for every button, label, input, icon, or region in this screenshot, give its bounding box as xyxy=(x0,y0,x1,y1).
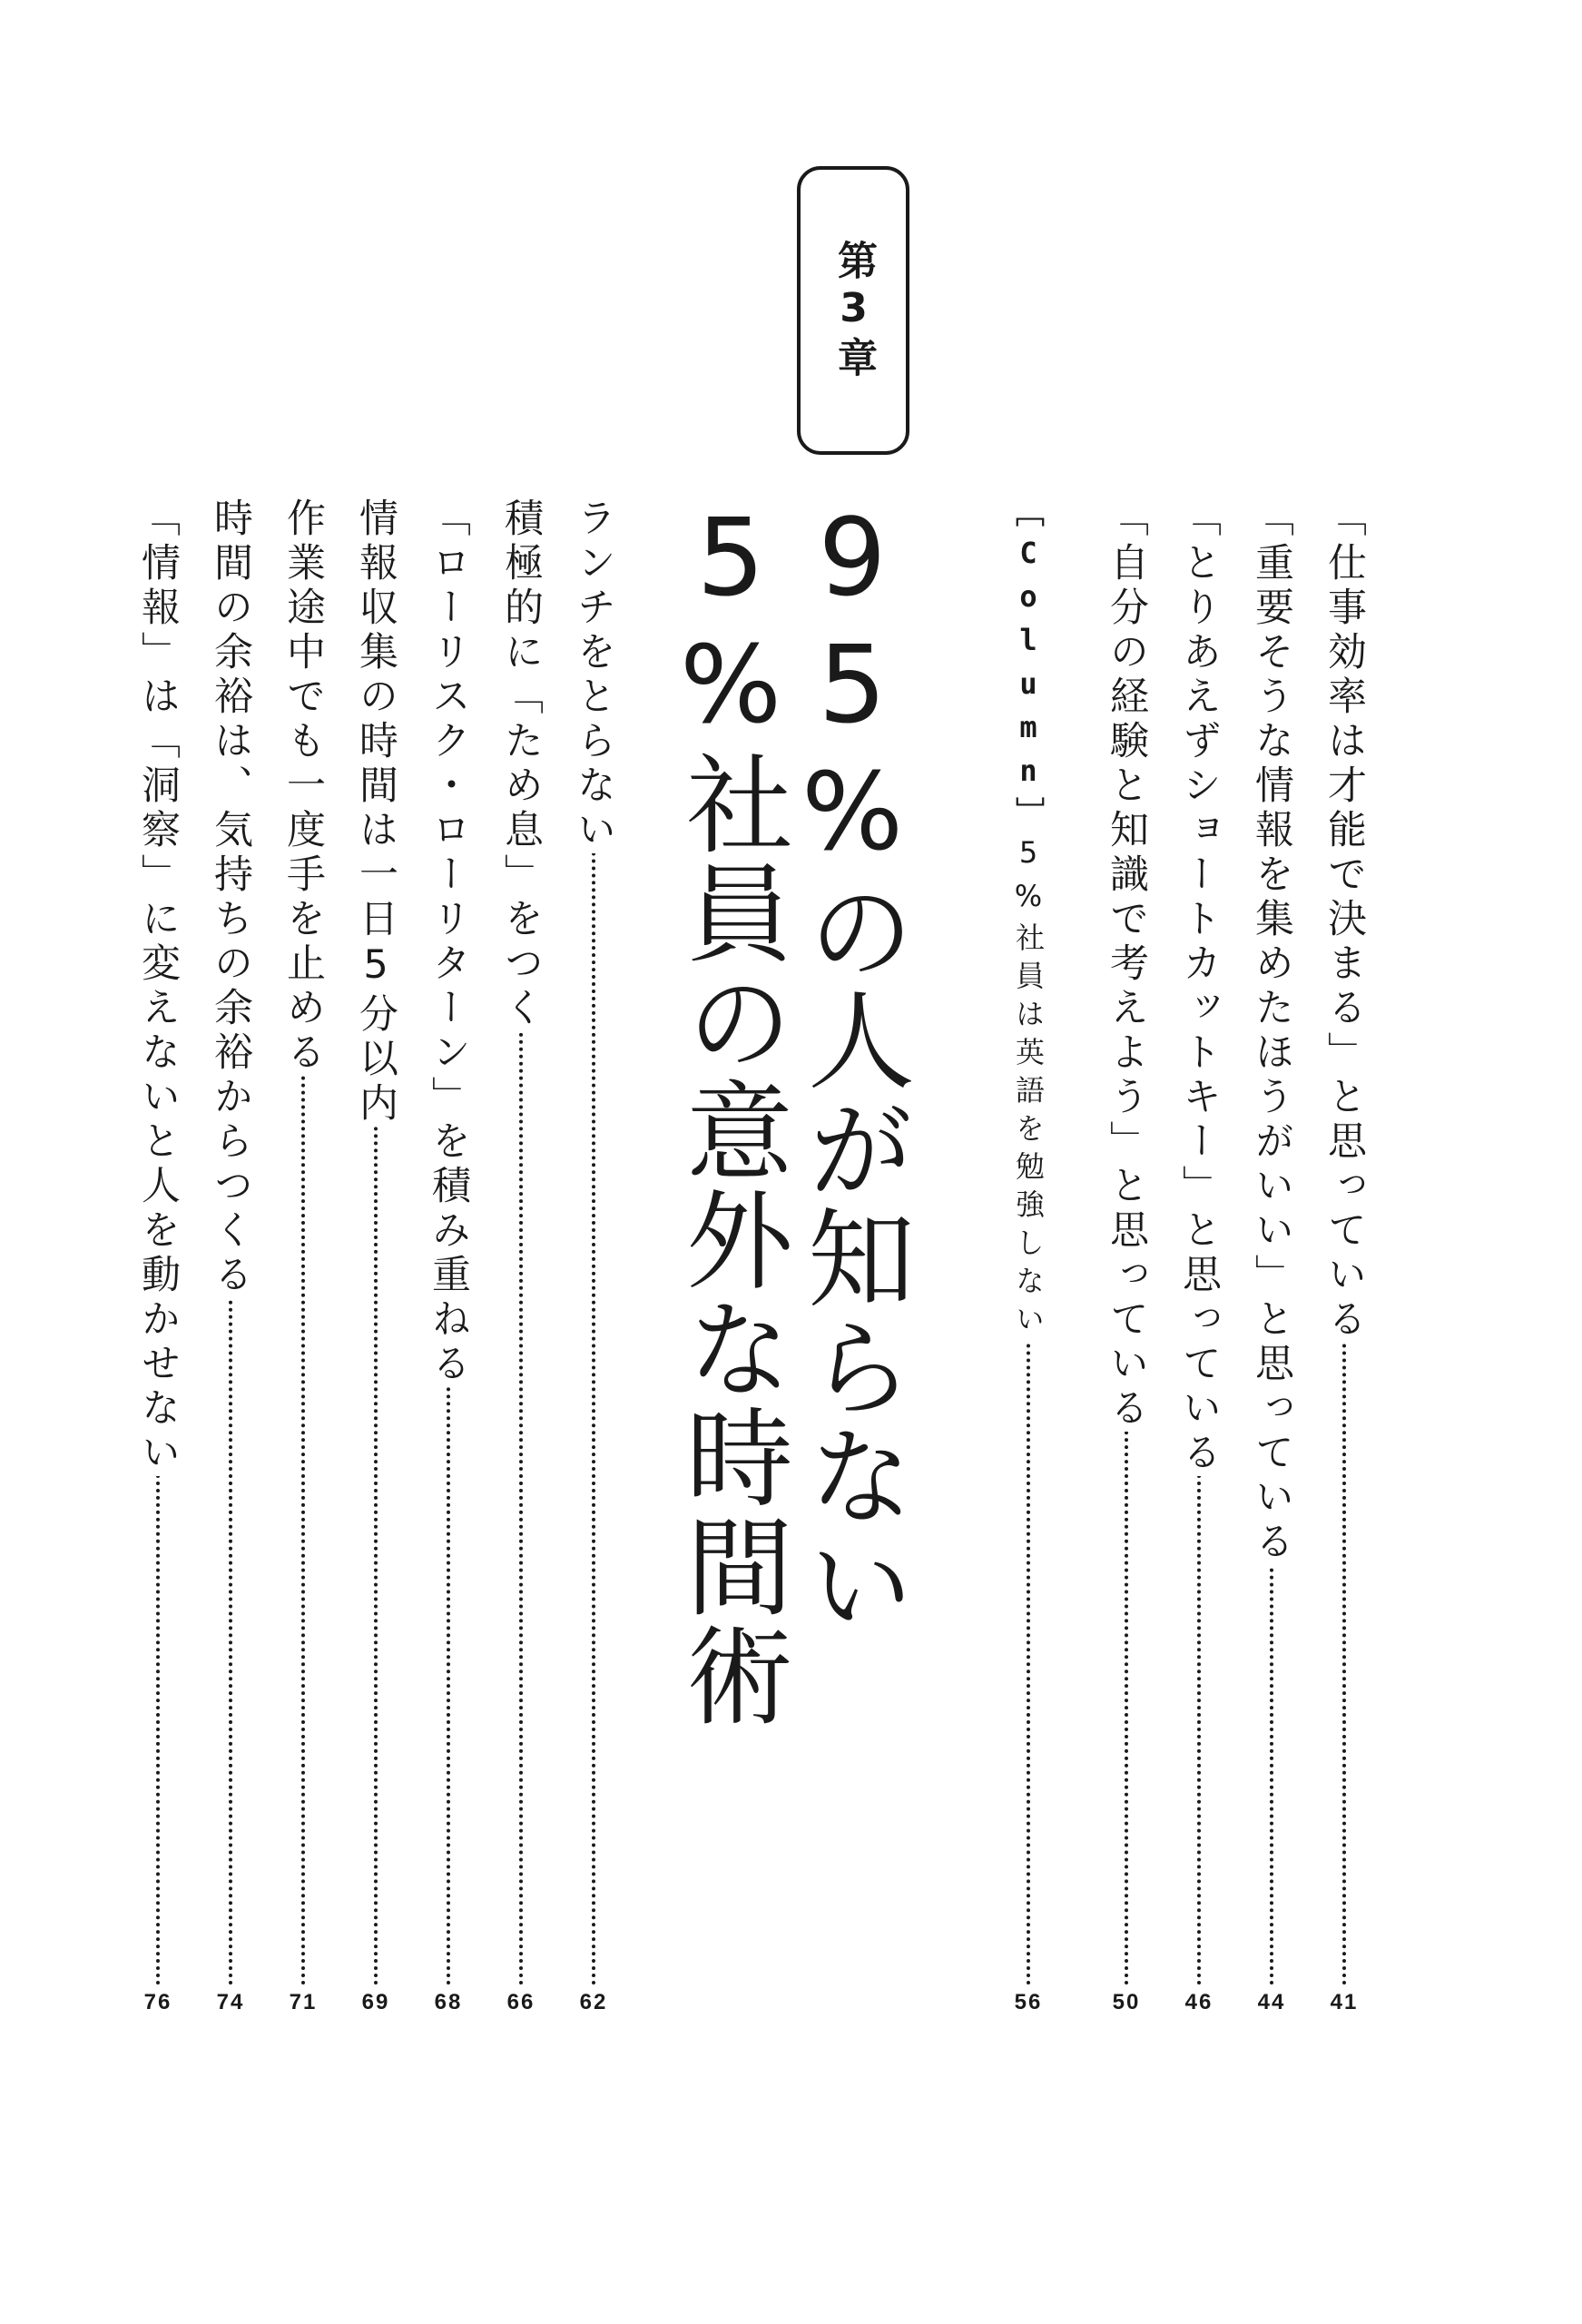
toc-page-number: 56 xyxy=(1014,1990,1043,2014)
toc-entry-title: 「仕事効率は才能で決まる」と思っている xyxy=(1319,497,1370,1343)
chapter-label-box xyxy=(797,166,909,455)
toc-entry[interactable] xyxy=(133,497,183,2004)
toc-page-number: 69 xyxy=(361,1990,390,2014)
toc-entry-title: 時間の余裕は、気持ちの余裕からつくる xyxy=(205,497,256,1298)
toc-entry-title: ランチをとらない xyxy=(568,497,619,853)
toc-page-number: 41 xyxy=(1330,1990,1359,2014)
toc-entry[interactable] xyxy=(278,497,329,2004)
toc-entry-title: 「ローリスク・ローリターン」を積み重ねる xyxy=(423,497,474,1387)
toc-page-number: 68 xyxy=(434,1990,463,2014)
toc-entry-title xyxy=(1003,497,1054,1342)
toc-entry[interactable] xyxy=(423,497,474,2004)
toc-entry-title: 積極的に「ため息」をつく xyxy=(496,497,546,1031)
toc-entry[interactable] xyxy=(1246,497,1297,2004)
toc-entry-title: 「情報」は「洞察」に変えないと人を動かせない xyxy=(133,497,183,1476)
toc-entry[interactable] xyxy=(568,497,619,2004)
column-title: 5%社員は英語を勉強しない xyxy=(1011,835,1046,1342)
toc-page-number: 44 xyxy=(1257,1990,1286,2014)
toc-page-number: 76 xyxy=(143,1990,172,2014)
toc-entry[interactable] xyxy=(496,497,546,2004)
toc-entry-title: 「重要そうな情報を集めたほうがいい」と思っている xyxy=(1246,497,1297,1565)
chapter-title-line-2: 5%社員の意外な時間術 xyxy=(668,495,793,1729)
toc-entry-column[interactable] xyxy=(1003,497,1054,2004)
toc-entry[interactable] xyxy=(205,497,256,2004)
toc-entry-title: 作業途中でも一度手を止める xyxy=(278,497,329,1076)
toc-entry[interactable] xyxy=(350,497,401,2004)
toc-page-number: 46 xyxy=(1184,1990,1214,2014)
toc-entry-title: 情報収集の時間は一日5分以内 xyxy=(350,497,401,1127)
toc-entry-title: 「とりあえずショートカットキー」と思っている xyxy=(1174,497,1224,1476)
toc-entry[interactable] xyxy=(1319,497,1370,2004)
chapter-label: 第3章 xyxy=(830,239,877,382)
chapter-title-line-1: 95%の人が知らない xyxy=(790,495,915,1639)
column-tag: ［Column］ xyxy=(1011,497,1046,835)
toc-entry[interactable] xyxy=(1101,497,1152,2004)
toc-page-number: 50 xyxy=(1112,1990,1141,2014)
toc-page-number: 62 xyxy=(579,1990,608,2014)
toc-page-number: 74 xyxy=(216,1990,245,2014)
toc-entry-title: 「自分の経験と知識で考えよう」と思っている xyxy=(1101,497,1152,1432)
toc-page-number: 66 xyxy=(506,1990,536,2014)
toc-entry[interactable] xyxy=(1174,497,1224,2004)
toc-page-number: 71 xyxy=(289,1990,318,2014)
